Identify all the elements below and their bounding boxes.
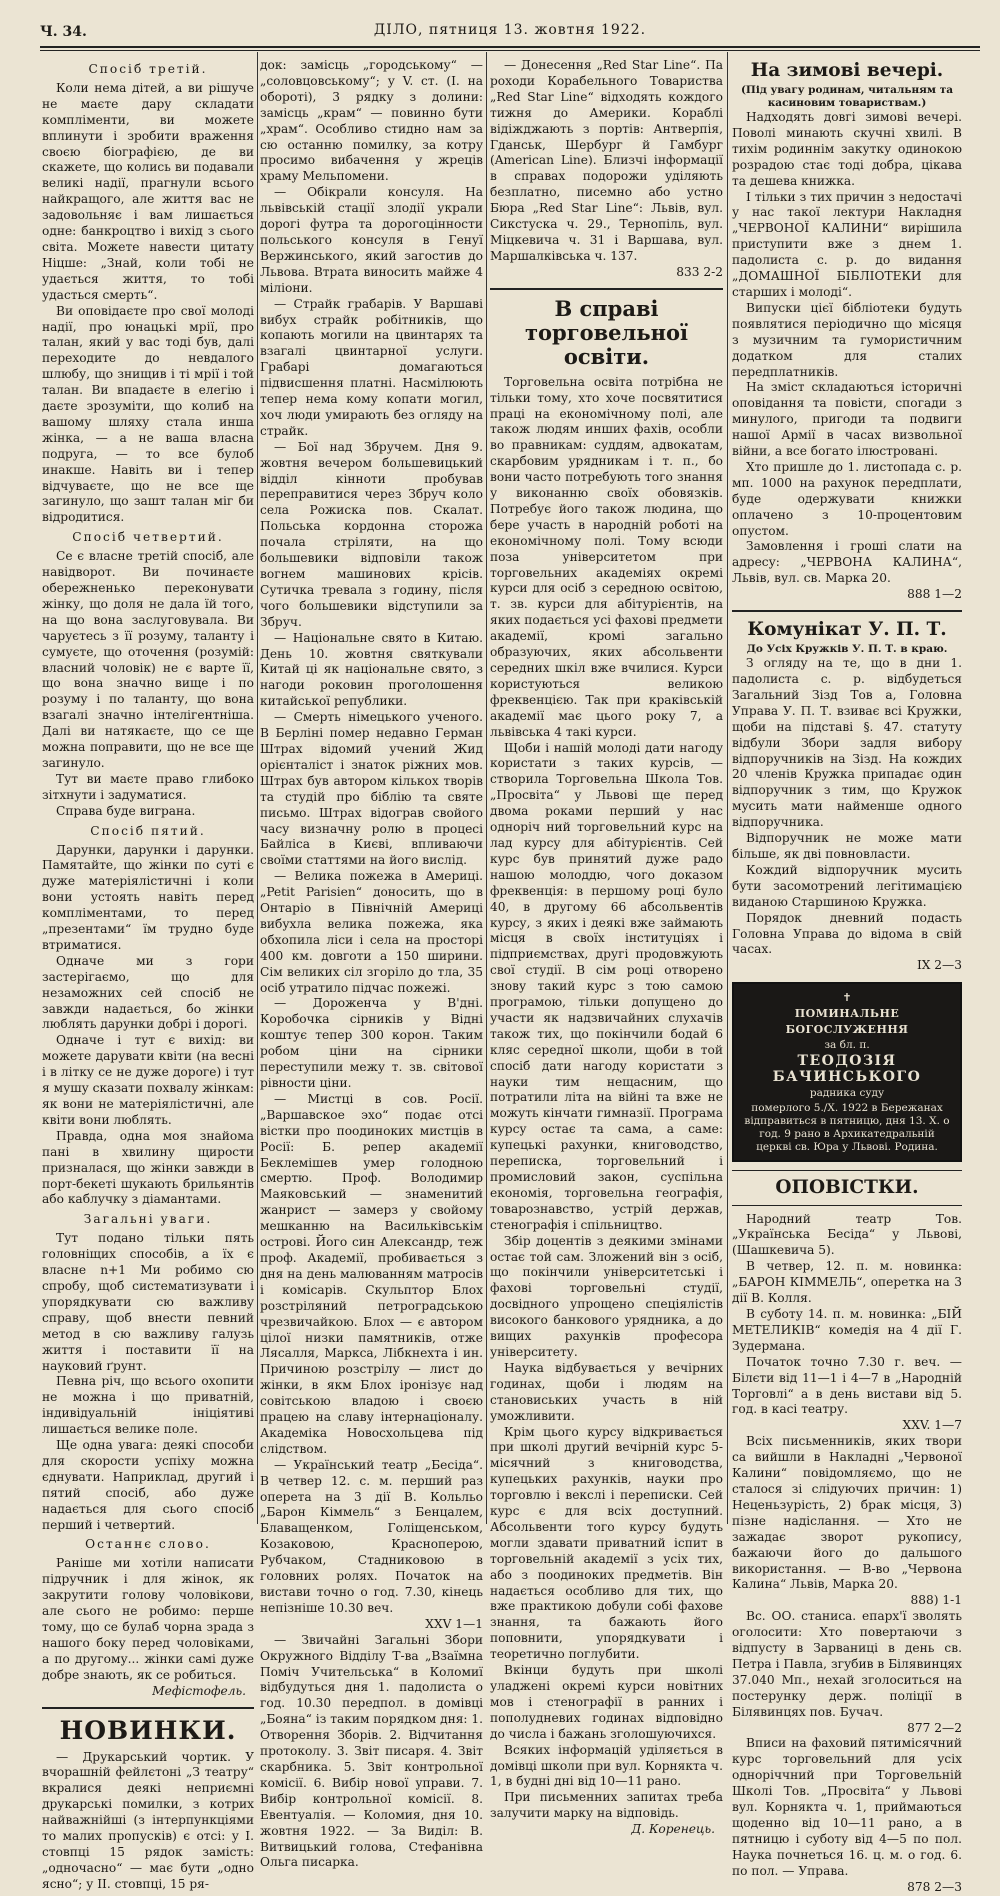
paragraph: Замовлення і гроші слати на адресу: „ЧЕРВОНА КАЛИНА“, Львів, вул. св. Марка 20. [732, 539, 962, 586]
paragraph: При письменних запитах треба залучити марку на відповідь. [490, 1790, 723, 1821]
notices-heading: ОПОВІСТКИ. [775, 1176, 919, 1198]
notice: Вписи на фаховий пятимісячний курс торговельний для усіх одноріччний при Торговельній Школі Тов. „Просвіта“ у Львові вул. Корнякта ч. 1, приймаються щоденно від 10—11 рано, а в пятницю і суботу від 4—5 по пол. Наука почнеться 16. ц. м. о год. 6. по пол. — Управа. [732, 1736, 962, 1878]
page-number: Ч. 34. [40, 24, 87, 40]
header-rule [40, 46, 980, 51]
ad-code: IX 2—3 [916, 958, 962, 973]
paragraph: Відпоручник не може мати більше, як дві повновласти. [732, 831, 962, 861]
paragraph: док: замісць „городському“ — „соловцовському“; у V. ст. (І. на обороті), 3 рядку з долини: замісць „крам“ — повинно бути „храм“. Особливо стидно нам за сю останню помилку, за котру просимо вибачення у жреців храму Мельпомени. [260, 58, 483, 184]
news-heading: НОВИНКИ. [59, 1715, 237, 1745]
notice: Початок точно 7.30 г. веч. — Білєти від 11—1 і 4—7 в „Народній Торговлі“ а в день вистави від 5. год. в касі театру. [732, 1354, 962, 1417]
article-title: В справі торговельної освіти. [525, 295, 688, 369]
news-item: — Український театр „Бесіда“. В четвер 12. с. м. перший раз оперета на 3 дії В. Кольльо „Барон Кіммель“ з Бенцалем, Блаващенком, Голіщенськом, Козаковою, Красноперою, Рубчаком, Стадниковою в головних ролях. Початок на вистави точно о год. 7.30, кінець непізніше 10.30 веч. [260, 1457, 483, 1615]
obituary-text: померлого 5./X. 1922 в Бережанах відправиться в пятницю, дня 13. Х. о год. 9 рано в Архикатедральній церкві св. Юра у Львові. Родина. [744, 1101, 950, 1153]
paragraph: Правда, одна моя знайома пані в хвилину щирости призналася, що жінки завжди в порт-бекеті шукають брильянтів або каблучку з діамантами. [42, 1128, 254, 1207]
news-item: — Дороженча у В'дні. Коробочка сірників у Відні коштує тепер 300 корон. Таким робом ціни на сірники переступили межу т. зв. світової рівности ціни. [260, 996, 483, 1090]
news-item: — Велика пожежа в Америці. „Petit Parisien“ доносить, що в Онтаріо в Північній Америці вибухла велика пожежа, яка обхопила ліси і села на просторі 400 км. довготи а 150 ширини. Сім великих сіл згоріло до тла, 35 осіб утратило підчас пожежі. [260, 869, 483, 995]
ad-code: XXV. 1—7 [902, 1418, 962, 1433]
column-4 [732, 58, 962, 1894]
paragraph: Раніше ми хотіли написати підручник і для жінок, як закрутити голову чоловікови, але сього не робимо: перше тому, що се булаб чорна зрада з нашого боку перед чоловіками, а по другому... жінки самі дуже добре знають, як се робиться. [42, 1556, 254, 1682]
section-rule [42, 1707, 254, 1709]
notice: Всіх письменників, яких твори са вийшли в Накладні „Червоної Калини“ повідомляємо, що не сталося зі слідуючих причин: 1) Неценьзурість, 2) брак місця, 3) пізне надіслання. — Хто не зажадає зворот рукопису, бажаючи його до дальшого використання. — В-во „Червона Калина“ Львів, Марка 20. [732, 1434, 962, 1592]
paragraph: Вкінци будуть при школі уладжені окремі курси новітних мов і стенографії в ранних і пополудневих годинах відповідно до числа і бажань зголошуючихся. [490, 1663, 723, 1741]
notice: В суботу 14. п. м. новинка: „БІЙ МЕТЕЛИКІВ“ комедія на 4 дії Г. Зудермана. [732, 1307, 962, 1353]
paragraph: Певна річ, що всього охопити не можна і що приватній, індивідуальній ініціятиві лишається велике поле. [42, 1374, 254, 1437]
paragraph: Надходять довгі зимові вечері. Поволі минають скучні хвилі. В тихім родиннім закутку одинокою розрадою стає тоді добра, цікава та дешева книжка. [732, 110, 962, 188]
section-rule [732, 610, 962, 612]
ad-code: 888) 1-1 [910, 1593, 962, 1608]
paragraph: Се є власне третій спосіб, але навідворот. Ви починаєте обережненько переконувати жінку, що доля не дала їй того, на що вона заслуговувала. Ви чаруєтесь з її розуму, таланту і сумуєте, що оточення (розумій: власний чоловік) не є варте її, що вона значно вище і по розуму і по таланту, що вона взагалі значно інтелігентніша. Далі ви натякаєте, що се ще можна поправити, що не все ще загинуло. [42, 549, 254, 770]
paragraph: Крім цього курсу відкривається при школі другий вечірній курс 5-місячний з книговодства, купецьких рахунків, науки про торговлю і векслі і переписки. Сей курс є для всіх доступний. Абсольвенти того курсу будуть могли здавати приватний іспит в торговельній академії з усіх тих, або з поодиноких предметів. Він надається особливо для тих, що вже практикою добули собі фахове знання, та бажають його поповнити, упорядкувати і теоретично поглубити. [490, 1424, 723, 1662]
section-title: Спосіб пятий. [90, 823, 206, 838]
masthead-date: ДІЛО, пятниця 13. жовтня 1922. [373, 22, 647, 38]
paragraph: Тут ви маєте право глибоко зітхнути і задуматися. [42, 771, 254, 802]
paragraph: Хто пришле до 1. листопада с. р. мп. 1000 на рахунок передплати, буде одержувати книжки оплачено з 10-процентовим опустом. [732, 459, 962, 538]
paragraph: Ви оповідаєте про свої молоді надії, про юнацькі мрії, про талан, який у вас тоді був, далі переходите до невдалого шлюбу, що знищив і ті мрії і той талан. Ви впадаєте в елегію і даєте зрозуміти, що колиб на вашому шляху стала инша жінка, — а не ваша власна подруга, — то все булоб инакше. Навіть ви і тепер відчуваєте, що не все ще загинуло, що зашт талан міг би відродитися. [42, 303, 254, 525]
ad-title: На зимові вечері. [750, 60, 944, 81]
news-item: — Страйк грабарів. У Варшаві вибух страйк робітників, що копають могили на цвинтарях та взагалі цвинтарної услуги. Грабарі домагаються підвисшення платні. Насмілюють тепер нема кому копати могил, хоч люди умирають без огляду на страйк. [260, 296, 483, 438]
paragraph: Коли нема дітей, а ви рішуче не маєте дару складати компліменти, ви можете вплинути і зробити враження своєю біографією, де ви скажете, що колись ви подавали великі надії, прагнули всього найкращого, але життя вас не задовольняє і вам лишається одне: банкроцтво і вихід з сього світа. Можете навести цитату Ніцше: „Знай, коли тобі не удається життя, то тобі удасться смерть“. [42, 80, 254, 302]
section-rule [490, 288, 723, 290]
news-item: — Бої над Збручем. Дня 9. жовтня вечером большевицький відділ кінноти пробував переправитися через Збруч коло села Рожиска пов. Скалат. Польська кордонна сторожа почала стріляти, на що большевики відповіли також вогнем машинових крісів. Сутичка тревала з годину, після чого большевики відступили за Збруч. [260, 439, 483, 629]
news-item: — Звичайні Загальні Збори Окружного Відділу Т-ва „Взаїмна Поміч Учительська“ в Коломиї відбудуться дня 1. падолиста о год. 10.30 передпол. в домівці „Бояна“ із таким порядком дня: 1. Отворення Зборів. 2. Відчитання протоколу. 3. Звіт писаря. 4. Звіт скарбника. 5. Звіт контрольної комісії. 6. Вибір нової управи. 7. Вибір контрольної комісії. 8. Евентуалія. — Коломия, дня 10. жовтня 1922. — За Виділ: В. Витвицький голова, Стефанівна Ольга писарка. [260, 1632, 483, 1870]
notice: Вс. ОО. станиса. епарх'ї зволять оголосити: Хто повертаючи з відпусту в Зарваниці в день св. Петра і Павла, згубив в Білявинцях 37.040 Мп., нехай зголоситься на постерунку держ. поліції в Білявинцях пов. Бучач. [732, 1609, 962, 1719]
ad-code: 833 2-2 [676, 264, 723, 279]
section-rule [732, 1170, 962, 1171]
column-divider [486, 52, 487, 1524]
paragraph: Дарунки, дарунки і дарунки. Памятайте, що жінки по суті є дуже матеріялістичні і коли вони устоять навіть перед компліментами, то перед „презентами“ їм трудно буде втриматися. [42, 842, 254, 952]
section-title: Останнє слово. [85, 1537, 211, 1552]
paragraph: Торговельна освіта потрібна не тільки тому, хто хоче посвятитися праці на економічному полі, але також людям инших фахів, особли во правникам: суддям, адвокатам, скарбовим урядникам і т. п., бо вони часто потребують того знання у виконанню своїх обовязків. Потребує його також людина, що бере участь в народній роботі на економічному полі. Тому всюди поза університетом при торговельних академіях окремі курси для осіб з середною освітою, т. зв. курси для абітурієнтів, на яких подається усі фахові предмети академії, кромі загально образуючих, яких абсольвенти середних шкіл вже вчилися. Курси користуються великою фреквенцією. Так при краківській академії має цього року 7, а львівська 4 такі курси. [490, 374, 723, 739]
paragraph: Наука відбувається у вечірних годинах, щоби і людям на становиських участь в ній уможливити. [490, 1360, 723, 1423]
news-item: — Смерть німецького ученого. В Берліні помер недавно Герман Штрах відомий учений Жид орієнталіст і знаток ріжних мов. Штрах був автором кількох творів та студій про біблію та святе письмо. Штрах відограв свойого часу визначну ролю в процесі Байліса в Києві, впливаючи своїми статтями на його вислід. [260, 710, 483, 868]
paragraph: Випуски цієї бібліотеки будуть появлятися періодично що місяця з музичним та гумористичним додатком для сталих передплатників. [732, 300, 962, 379]
ad-subtitle: (Під увагу родинам, читальням та касиновим товариствам.) [740, 84, 954, 109]
announcement-title: Комунікат У. П. Т. [747, 619, 947, 641]
paragraph: І тільки з тих причин з недостачі у нас такої лектури Накладня „ЧЕРВОНОЇ КАЛИНИ“ вирішила приступити вже з днем 1. падолиста с. р. до видання „ДОМАШНОЇ БІБЛІОТЕКИ для старших і молоді“. [732, 189, 962, 299]
paragraph: Одначе і тут є вихід: ви можете дарувати квіти (на весні і в літку се не дуже дороге) і тут я мушу сказати похвалу жінкам: як вони не матеріялістичні, але квіти вони люблять. [42, 1033, 254, 1127]
notice: Народний театр Тов. „Українська Бесіда“ у Львові, (Шашкевича 5). [732, 1211, 962, 1258]
section-rule [732, 1205, 962, 1206]
paragraph: Порядок дневний подасть Головна Управа до відома в свій часах. [732, 910, 962, 957]
news-item: — Національне свято в Китаю. День 10. жовтня святкували Китай ці як національне свято, з нагоди роковин проголошення китайської републики. [260, 630, 483, 709]
column-divider [257, 52, 258, 1524]
section-title: Спосіб третій. [88, 62, 208, 76]
column-1 [42, 58, 254, 1891]
paragraph: Щоби і нашій молоді дати нагоду користати з таких курсів, — створила Торговельна Школа Тов. „Просвіта“ у Львові ще перед двома роками перший у нас одноріч ний торговельний курс на лад курсу для абітурієнтів. Сей курс був принятий дуже радо нашою молоддю, чого доказом фреквенція: в першому році було 40, в другому 66 абсольвентів курсу, з яких і деякі вже займають місця в своїх інституціях і підприємствах, другі продовжують свої студії. В сім році отворено знову такий курс з тою самою програмою, тільки допущено до участи як надзвичайних слухачів також тих, що покінчили бодай 6 кляс середної школи, щоби в той спосіб дати нагоду користати з науки тим нещасним, що потратили літа на війні та вже не можуть кінчати гимназії. Програма курсу остає та сама, а саме: купецькі рахунки, книговодство, переписка, торговельний і промисловий закон, суспільна економія, торговельна географія, товарознавство, устрій держав, стенографія і спільництво. [490, 740, 723, 1232]
paragraph: Всяких інформацій уділяється в домівці школи при вул. Корнякта ч. 1, в будні дні від 10—11 рано. [490, 1742, 723, 1789]
news-item: — Донесення „Red Star Line“. Па роходи Корабельного Товариства „Red Star Line“ відходять кождого тижня до Америки. Кораблі відіжджають з портів: Антверпія, Гданськ, Шербург й Гамбург (American Line). Близчі інформації в справах подорожи уділяють безплатно, писемно або устно Бюра „Red Star Line“: Львів, вул. Сикстуска ч. 29., Тернопіль, вул. Міцкевича ч. 31 і Варшава, вул. Маршалківська ч. 137. [490, 58, 723, 263]
obituary-name: ТЕОДОЗІЯ БАЧИНСЬКОГО [772, 1052, 922, 1085]
paragraph: Ще одна увага: деякі способи для скорости успіху можна єднувати. Наприклад, другий і пятий спосіб, або дуже надається для сього спосіб перший і четвертий. [42, 1438, 254, 1532]
news-item: — Друкарський чортик. У вчорашній фейлєтоні „З театру“ вкралися деякі неприємні друкарські помилки, з котрих найважнійші (з інтерпункціями то малих пропусків) є отсі: у І. стовпці 15 рядок замість: „одночасно“ — має бути „одно ясно“; у ІІ. стовпці, 15 ря- [42, 1749, 254, 1891]
section-title: Загальні уваги. [83, 1212, 213, 1227]
obituary-heading: ПОМИНАЛЬНЕ БОГОСЛУЖЕННЯ [785, 1007, 909, 1037]
ad-code: 878 2—3 [907, 1879, 962, 1894]
ad-code: 888 1—2 [907, 587, 962, 602]
column-divider [727, 52, 728, 1524]
obituary-line: радника суду [809, 1086, 885, 1099]
paragraph: Одначе ми з гори застерігаємо, що для незаможних сей спосіб не завжди надається, бо жінки люблять дарунки добрі і дорогі. [42, 953, 254, 1032]
paragraph: Справа буде виграна. [56, 803, 196, 818]
news-item: — Обікрали консуля. На львівській стації злодії украли дорогі футра та дорогоцінности польського консуля в Генуї Вержинського, який загостив до Львова. Втрата виносить майже 4 міліони. [260, 185, 483, 295]
column-2 [260, 58, 483, 1870]
ad-code: XXV 1—1 [425, 1616, 483, 1631]
cross-icon: ✝ [842, 991, 852, 1005]
ad-code: 877 2—2 [907, 1720, 962, 1735]
page-header [40, 20, 980, 46]
section-title: Спосіб четвертий. [72, 530, 224, 545]
news-item: — Мистці в сов. Росії. „Варшавское эхо“ подає отсі вістки про поодиноких мистців в Росії: Б. репер академії Беклемішев умер голодною смертю. Проф. Володимир Маяковський — знаменитий жанрист — замерз у свойому мешканню на Васильківськім острові. Його син Александр, теж проф. Академії, пробивається з дня на день малюванням матросів і комісарів. Скульптор Блох розстріляний петроградською чрезвичайкою. Блох — є автором цілої низки памятників, отже Лясалля, Маркса, Лібкнехта і ин. Причиною розстрілу — лист до жінки, в якм Блох іронізує над совітською владою і своєю працею на славу інтернаціоналу. Академіка Новосхольцева під слідством. [260, 1091, 483, 1456]
paragraph: Тут подано тільки пять головніщих способів, а їх є власне n+1 Ми робимо сю спробу, щоб систематизувати і упорядкувати сю важливу справу, щоб внести певний метод в сю важливу галузь життя і поставити її на науковий ґрунт. [42, 1231, 254, 1373]
notice: В четвер, 12. п. м. новинка: „БАРОН КІММЕЛЬ“, оперетка на 3 дії В. Колля. [732, 1259, 962, 1306]
obituary-line: за бл. п. [824, 1038, 870, 1051]
obituary-box [732, 982, 962, 1161]
author-signature: Д. Коренець. [631, 1822, 715, 1837]
announcement-subtitle: До Усіх Кружків У. П. Т. в краю. [746, 643, 948, 656]
paragraph: На зміст складаються історичні оповідання та повісти, спогади з минулого, пригоди та подвиги нашої Армії в часах визвольної війни, а все богато ілюстровані. [732, 380, 962, 459]
column-3 [490, 58, 723, 1837]
paragraph: Збір доцентів з деякими змінами остає той сам. Зложений він з осіб, що покінчили університетські і фахові торговельні студії, досвідного упрощено спеціялістів високого банкового урядника, а до вищих рахунків професора університету. [490, 1233, 723, 1359]
author-signature: Мефістофель. [152, 1683, 246, 1698]
paragraph: Кождий відпоручник мусить бути засомотрений легітимацією виданою Старшиною Кружка. [732, 862, 962, 909]
paragraph: З огляду на те, що в дни 1. падолиста с. р. відбудеться Загальний Зізд Тов а, Головна Управа У. П. Т. взиває всі Кружки, щоби на підставі §. 47. статуту відбули Збори задля вибору відпоручників на Зізд. На кождих 20 членів Кружка припадає один відпоручник з тим, що Кружок мусить мати найменше одного відпоручника. [732, 656, 962, 830]
